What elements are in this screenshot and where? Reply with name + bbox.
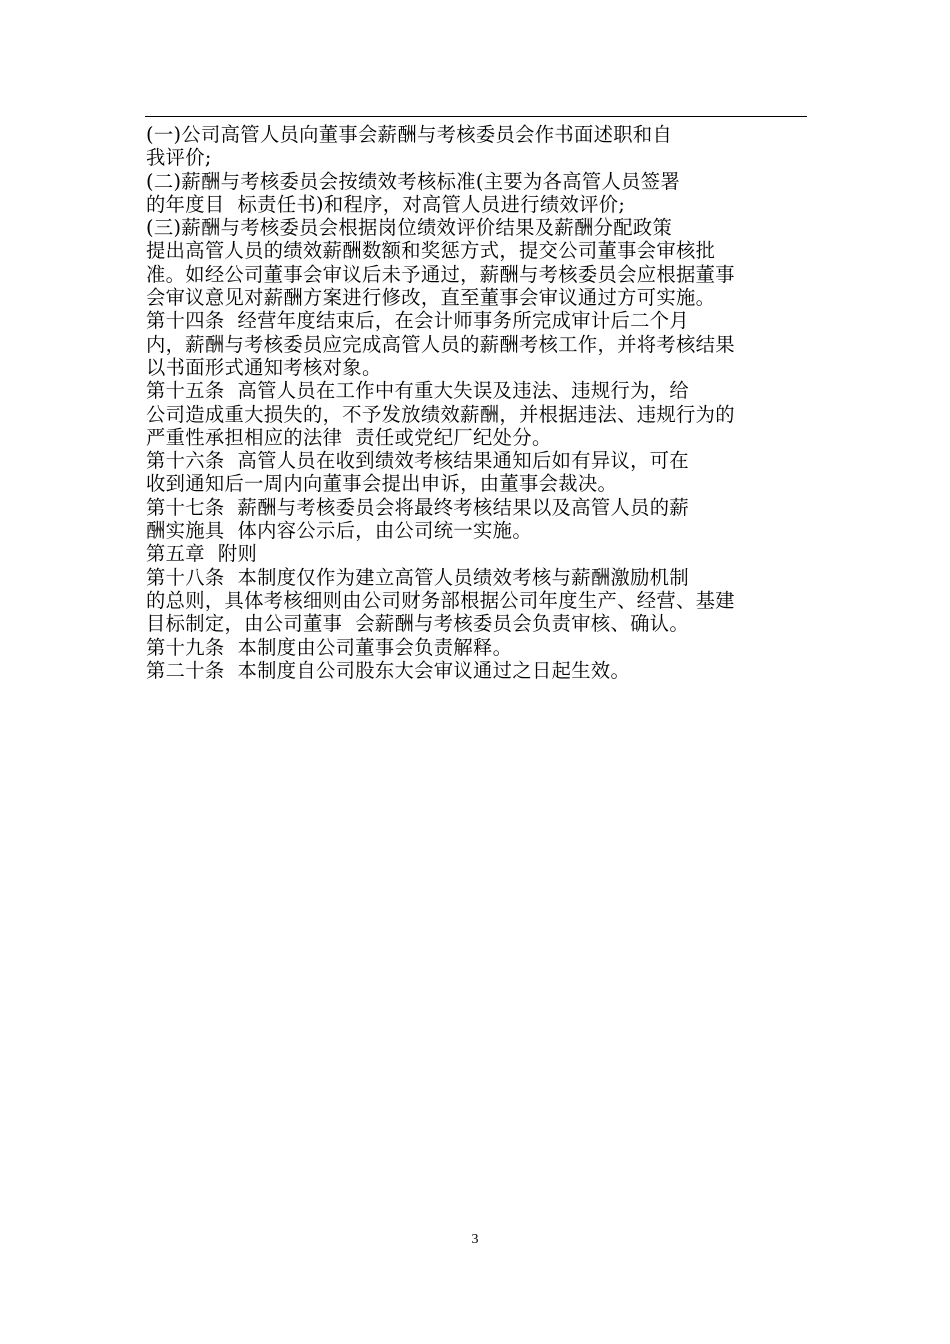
text-line: (二)薪酬与考核委员会按绩效考核标准(主要为各高管人员签署 — [146, 169, 681, 193]
text-line: 目标制定，由公司董事 会薪酬与考核委员会负责审核、确认。 — [146, 612, 689, 636]
text-line: 会审议意见对薪酬方案进行修改，直至董事会审议通过方可实施。 — [146, 286, 716, 310]
text-line: 第十九条 本制度由公司董事会负责解释。 — [146, 635, 513, 659]
chapter-heading: 第五章 附则 — [146, 542, 258, 566]
text-line: 收到通知后一周内向董事会提出申诉，由董事会裁决。 — [146, 472, 618, 496]
text-line: (三)薪酬与考核委员会根据岗位绩效评价结果及薪酬分配政策 — [146, 216, 673, 240]
text-line: 我评价; — [146, 146, 212, 170]
text-line: (一)公司高管人员向董事会薪酬与考核委员会作书面述职和自 — [146, 123, 673, 146]
text-line: 第十四条 经营年度结束后，在会计师事务所完成审计后二个月 — [146, 309, 689, 333]
text-line: 以书面形式通知考核对象。 — [146, 355, 382, 379]
text-line: 的总则，具体考核细则由公司财务部根据公司年度生产、经营、基建 — [146, 588, 735, 612]
text-line: 第十六条 高管人员在收到绩效考核结果通知后如有异议，可在 — [146, 449, 689, 473]
page-number: 3 — [471, 1232, 479, 1247]
text-line: 第二十条 本制度自公司股东大会审议通过之日起生效。 — [146, 658, 631, 682]
text-line: 第十八条 本制度仅作为建立高管人员绩效考核与薪酬激励机制 — [146, 565, 689, 589]
header-rule — [145, 116, 807, 117]
text-line: 公司造成重大损失的，不予发放绩效薪酬，并根据违法、违规行为的 — [146, 402, 735, 426]
text-line: 准。如经公司董事会审议后未予通过，薪酬与考核委员会应根据董事 — [146, 262, 735, 286]
text-line: 酬实施具 体内容公示后，由公司统一实施。 — [146, 519, 532, 543]
text-line: 的年度目 标责任书)和程序，对高管人员进行绩效评价; — [146, 192, 626, 216]
text-line: 严重性承担相应的法律 责任或党纪厂纪处分。 — [146, 425, 552, 449]
text-line: 提出高管人员的绩效薪酬数额和奖惩方式，提交公司董事会审核批 — [146, 239, 716, 263]
document-body — [146, 123, 810, 682]
text-line: 第十五条 高管人员在工作中有重大失误及违法、违规行为，给 — [146, 379, 689, 403]
text-line: 内，薪酬与考核委员应完成高管人员的薪酬考核工作，并将考核结果 — [146, 332, 735, 356]
text-line: 第十七条 薪酬与考核委员会将最终考核结果以及高管人员的薪 — [146, 495, 689, 519]
